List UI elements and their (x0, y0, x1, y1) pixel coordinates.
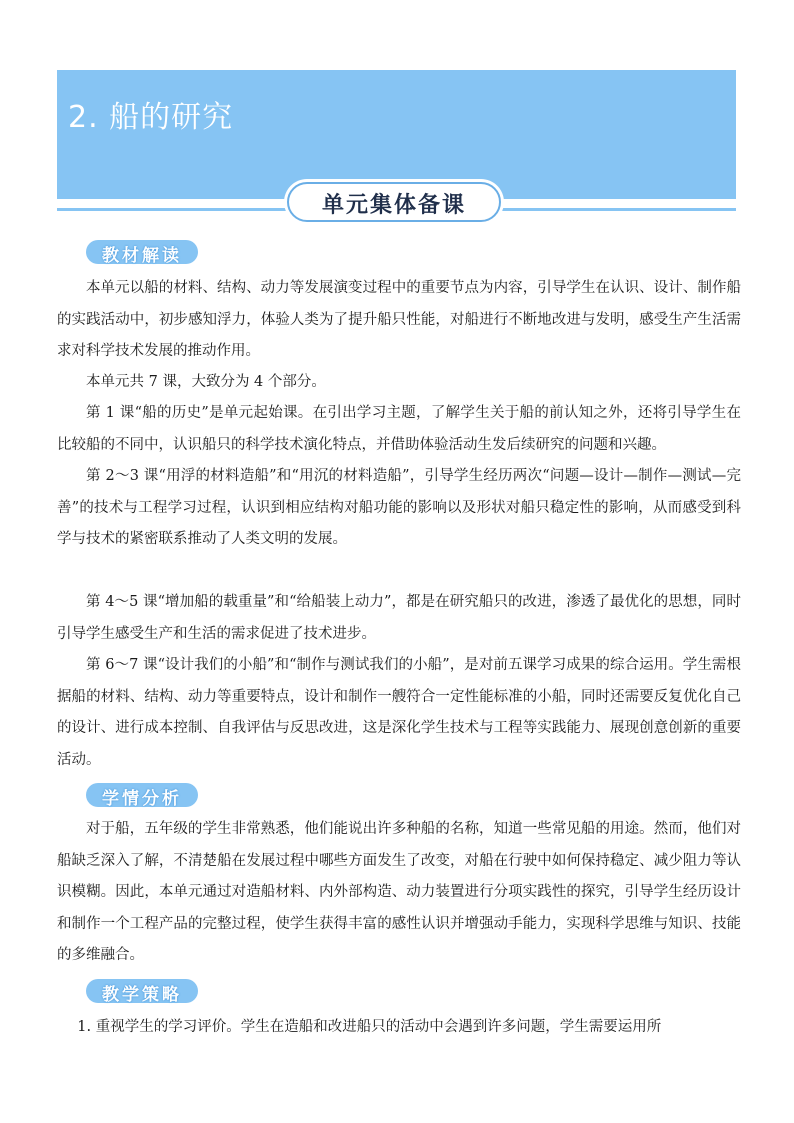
page-title: 2. 船的研究 (68, 100, 234, 135)
paragraph: 对于船，五年级的学生非常熟悉，他们能说出许多种船的名称，知道一些常见船的用途。然而，他们对船缺乏深入了解，不清楚船在发展过程中哪些方面发生了改变，对船在行驶中如何保持稳定、减少阻力等认识模糊。因此，本单元通过对造船材料、内外部构造、动力装置进行分项实践性的探究，引导学生经历设计和制作一个工程产品的完整过程，使学生获得丰富的感性认识并增强动手能力，实现科学思维与知识、技能的多维融合。 (57, 821, 741, 963)
paragraph: 本单元以船的材料、结构、动力等发展演变过程中的重要节点为内容，引导学生在认识、设计、制作船的实践活动中，初步感知浮力，体验人类为了提升船只性能，对船进行不断地改进与发明，感受生产生活需求对科学技术发展的推动作用。 (57, 280, 741, 359)
paragraph: 第 4～5 课“增加船的载重量”和“给船装上动力”，都是在研究船只的改进，渗透了最优化的思想，同时引导学生感受生产和生活的需求促进了技术进步。 (57, 594, 741, 642)
paragraph: 第 1 课“船的历史”是单元起始课。在引出学习主题，了解学生关于船的前认知之外，还将引导学生在比较船的不同中，认识船只的科学技术演化特点，并借助体验活动生发后续研究的问题和兴趣。 (57, 405, 741, 453)
paragraph: 1. 重视学生的学习评价。学生在造船和改进船只的活动中会遇到许多问题，学生需要运用所 (77, 1019, 662, 1035)
section-heading-text: 教材解读 (102, 246, 182, 266)
unit-banner-label (287, 182, 501, 222)
paragraph: 第 2～3 课“用浮的材料造船”和“用沉的材料造船”，引导学生经历两次“问题—设计—制作—测试—完善”的技术与工程学习过程，认识到相应结构对船功能的影响以及形状对船只稳定性的影响，从而感受到科学与技术的紧密联系推动了人类文明的发展。 (57, 468, 741, 547)
unit-banner-text: 单元集体备课 (321, 193, 466, 218)
paragraph: 第 6～7 课“设计我们的小船”和“制作与测试我们的小船”，是对前五课学习成果的综合运用。学生需根据船的材料、结构、动力等重要特点，设计和制作一艘符合一定性能标准的小船，同时还需要反复优化自己的设计、进行成本控制、自我评估与反思改进，这是深化学生技术与工程等实践能力、展现创意创新的重要活动。 (57, 657, 741, 768)
section-heading-student-analysis (86, 783, 198, 807)
section-heading-textbook (86, 240, 198, 264)
section-heading-text: 学情分析 (102, 789, 182, 809)
section-heading-text: 教学策略 (102, 985, 182, 1005)
section-heading-teaching-strategy (86, 979, 198, 1003)
paragraph: 本单元共 7 课，大致分为 4 个部分。 (86, 374, 326, 390)
